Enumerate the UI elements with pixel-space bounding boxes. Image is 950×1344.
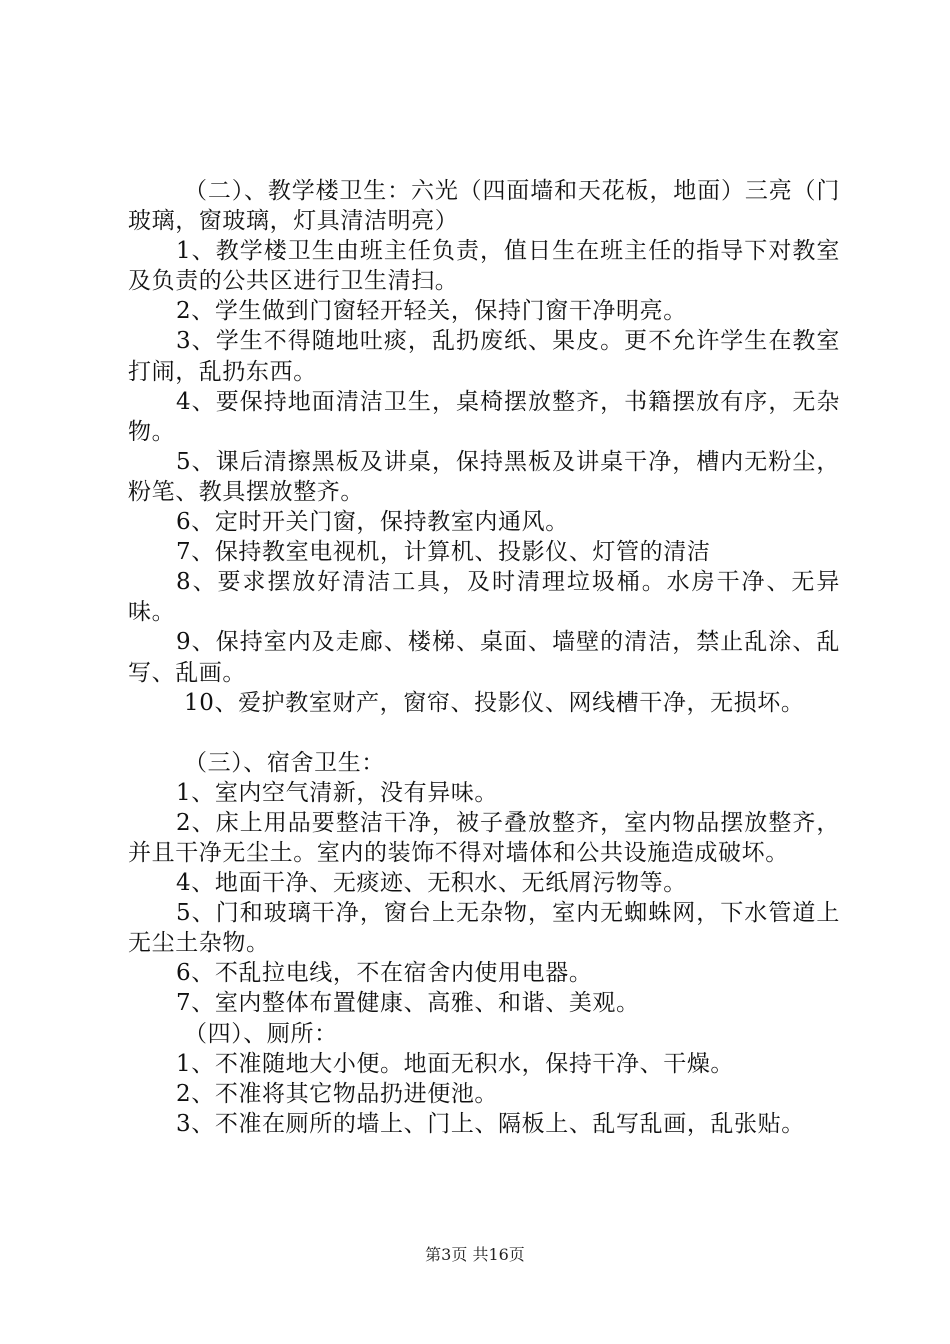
list-item: 9、保持室内及走廊、楼梯、桌面、墙壁的清洁，禁止乱涂、乱写、乱画。 (128, 629, 840, 686)
document-body (128, 176, 840, 1139)
list-item: 3、学生不得随地吐痰，乱扔废纸、果皮。更不允许学生在教室打闹，乱扔东西。 (128, 328, 840, 385)
list-item: 6、不乱拉电线，不在宿舍内使用电器。 (176, 960, 593, 987)
list-item: 8、要求摆放好清洁工具，及时清理垃圾桶。水房干净、无异味。 (128, 569, 840, 626)
list-item: 5、课后清擦黑板及讲桌，保持黑板及讲桌干净，槽内无粉尘，粉笔、教具摆放整齐。 (128, 448, 840, 505)
list-item: 1、室内空气清新，没有异味。 (176, 779, 499, 806)
list-item: 3、不准在厕所的墙上、门上、隔板上、乱写乱画，乱张贴。 (176, 1110, 805, 1137)
list-item: 4、要保持地面清洁卫生，桌椅摆放整齐，书籍摆放有序，无杂物。 (128, 388, 840, 445)
list-item: 7、室内整体布置健康、高雅、和谐、美观。 (176, 990, 640, 1017)
list-item: 1、教学楼卫生由班主任负责，值日生在班主任的指导下对教室及负责的公共区进行卫生清扫。 (128, 238, 840, 295)
list-item: 5、门和玻璃干净，窗台上无杂物，室内无蜘蛛网，下水管道上无尘土杂物。 (128, 900, 840, 957)
section-heading-toilet: （四）、厕所： (184, 1020, 338, 1047)
page-number-footer: 第3页 共16页 (425, 1245, 525, 1264)
list-item: 7、保持教室电视机，计算机、投影仪、灯管的清洁 (176, 539, 711, 566)
section-heading-teaching-building: （二）、教学楼卫生：六光（四面墙和天花板，地面）三亮（门玻璃，窗玻璃，灯具清洁明亮） (128, 178, 840, 235)
list-item: 1、不准随地大小便。地面无积水，保持干净、干燥。 (176, 1050, 735, 1077)
list-item: 6、定时开关门窗，保持教室内通风。 (176, 509, 569, 536)
list-item: 2、床上用品要整洁干净，被子叠放整齐，室内物品摆放整齐，并且干净无尘土。室内的装饰不得对墙体和公共设施造成破坏。 (128, 809, 840, 866)
list-item: 2、学生做到门窗轻开轻关，保持门窗干净明亮。 (176, 298, 687, 325)
section-heading-dormitory: （三）、宿舍卫生： (184, 749, 385, 776)
list-item: 2、不准将其它物品扔进便池。 (176, 1080, 499, 1107)
list-item: 4、地面干净、无痰迹、无积水、无纸屑污物等。 (176, 870, 687, 897)
list-item: 10、爱护教室财产，窗帘、投影仪、网线槽干净，无损坏。 (184, 689, 805, 716)
section-spacer (128, 718, 840, 748)
